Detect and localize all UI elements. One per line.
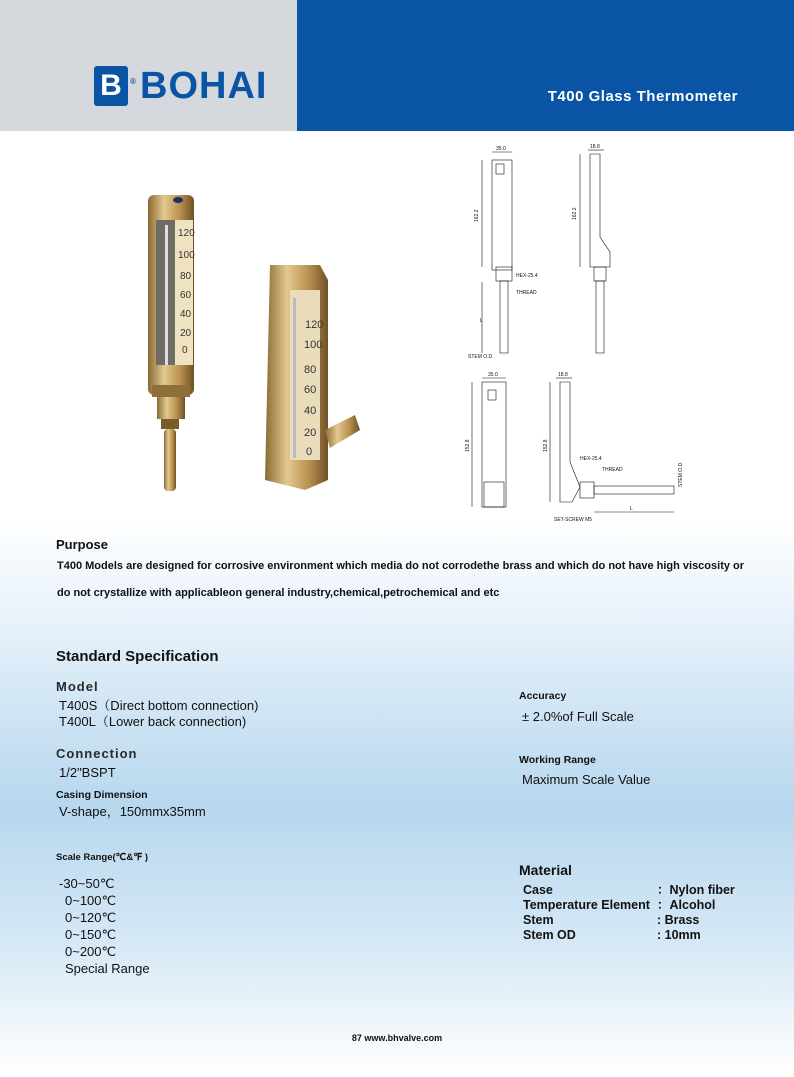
scale-label: 20 — [180, 328, 192, 339]
dim-hex: HEX-25.4 — [516, 273, 538, 279]
dim-set-screw: SET-SCREW M5 — [554, 517, 593, 523]
scale-label: 80 — [180, 271, 192, 282]
connection-label: Connection — [56, 746, 138, 761]
scale-range-value: 0~100℃ — [65, 893, 117, 908]
scale-label: 40 — [180, 309, 192, 320]
spec-heading: Standard Specification — [56, 648, 219, 665]
brand-name: BOHAI — [140, 65, 268, 107]
scale-range-value: 0~200℃ — [65, 944, 117, 959]
casing-label: Casing Dimension — [56, 789, 148, 801]
scale-label: 0 — [306, 446, 313, 458]
connection-value: 1/2"BSPT — [59, 765, 116, 780]
logo-mark: B ® — [94, 66, 128, 106]
scale-label: 60 — [304, 384, 317, 396]
dim-height: 162.2 — [474, 209, 480, 222]
dim-thread: THREAD — [516, 290, 537, 296]
dim-height: 152.8 — [543, 439, 549, 452]
material-row: Case ：Nylon fiber — [523, 883, 735, 897]
registered-mark: ® — [130, 77, 136, 86]
page-footer — [0, 1033, 794, 1043]
scale-range-value: Special Range — [65, 961, 150, 976]
scale-label: 0 — [182, 345, 188, 356]
dim-thread: THREAD — [602, 467, 623, 473]
dim-width: 18.8 — [590, 144, 600, 150]
dim-height: 152.8 — [465, 439, 471, 452]
dim-hex: HEX-25.4 — [580, 456, 602, 462]
casing-value: V-shape，150mmx35mm — [59, 804, 206, 819]
scale-label: 100 — [178, 250, 195, 261]
scale-range-values — [59, 875, 150, 977]
brand-logo — [94, 66, 267, 106]
dim-height: 162.2 — [572, 207, 578, 220]
purpose-heading: Purpose — [56, 537, 109, 552]
material-row: Stem OD : 10mm — [523, 928, 701, 942]
purpose-line-2: do not crystallize with applicableon general industry,chemical,petrochemical and etc — [57, 587, 500, 599]
product-photos — [130, 180, 370, 500]
material-heading: Material — [519, 862, 572, 878]
thermometer-straight-photo — [148, 195, 195, 491]
scale-range-label: Scale Range(℃&℉ ) — [56, 852, 149, 863]
scale-label: 80 — [304, 364, 317, 376]
dim-length: L — [630, 506, 633, 512]
thermometer-angled-photo — [265, 265, 360, 490]
scale-label: 100 — [304, 339, 323, 351]
dim-width: 18.8 — [558, 372, 568, 378]
scale-label: 120 — [178, 228, 195, 239]
footer-url[interactable]: www.bhvalve.com — [364, 1033, 443, 1043]
scale-range-value: 0~150℃ — [65, 927, 117, 942]
dim-stem-od: STEM O.D. — [678, 461, 684, 487]
scale-range-value: -30~50℃ — [59, 876, 115, 891]
purpose-line-1: T400 Models are designed for corrosive environment which media do not corrodethe brass and which do not have high viscosity or — [57, 560, 745, 572]
model-value: T400S（Direct bottom connection) — [59, 698, 259, 713]
model-value: T400L（Lower back connection) — [59, 714, 247, 729]
dim-width: 35.0 — [488, 372, 498, 378]
scale-label: 60 — [180, 290, 192, 301]
scale-label: 40 — [304, 405, 317, 417]
dim-stem-od: STEM O.D. — [468, 354, 494, 360]
scale-label: 20 — [304, 427, 317, 439]
model-label: Model — [56, 679, 99, 694]
scale-label: 120 — [305, 319, 324, 331]
model-values — [59, 698, 258, 730]
accuracy-value: ± 2.0%of Full Scale — [522, 709, 634, 724]
technical-drawings — [462, 142, 698, 532]
product-title: T400 Glass Thermometer — [547, 88, 738, 105]
accuracy-label: Accuracy — [519, 690, 567, 702]
header-blue-panel — [297, 0, 794, 131]
material-row: Stem : Brass — [523, 913, 700, 927]
dim-length: L — [480, 318, 483, 324]
material-table — [523, 883, 735, 943]
working-range-label: Working Range — [519, 754, 596, 766]
working-range-value: Maximum Scale Value — [522, 772, 651, 787]
dim-width: 35.0 — [496, 146, 506, 152]
scale-range-value: 0~120℃ — [65, 910, 117, 925]
page-number: 87 — [351, 1033, 362, 1043]
material-row: Temperature Element ：Alcohol — [523, 898, 716, 912]
